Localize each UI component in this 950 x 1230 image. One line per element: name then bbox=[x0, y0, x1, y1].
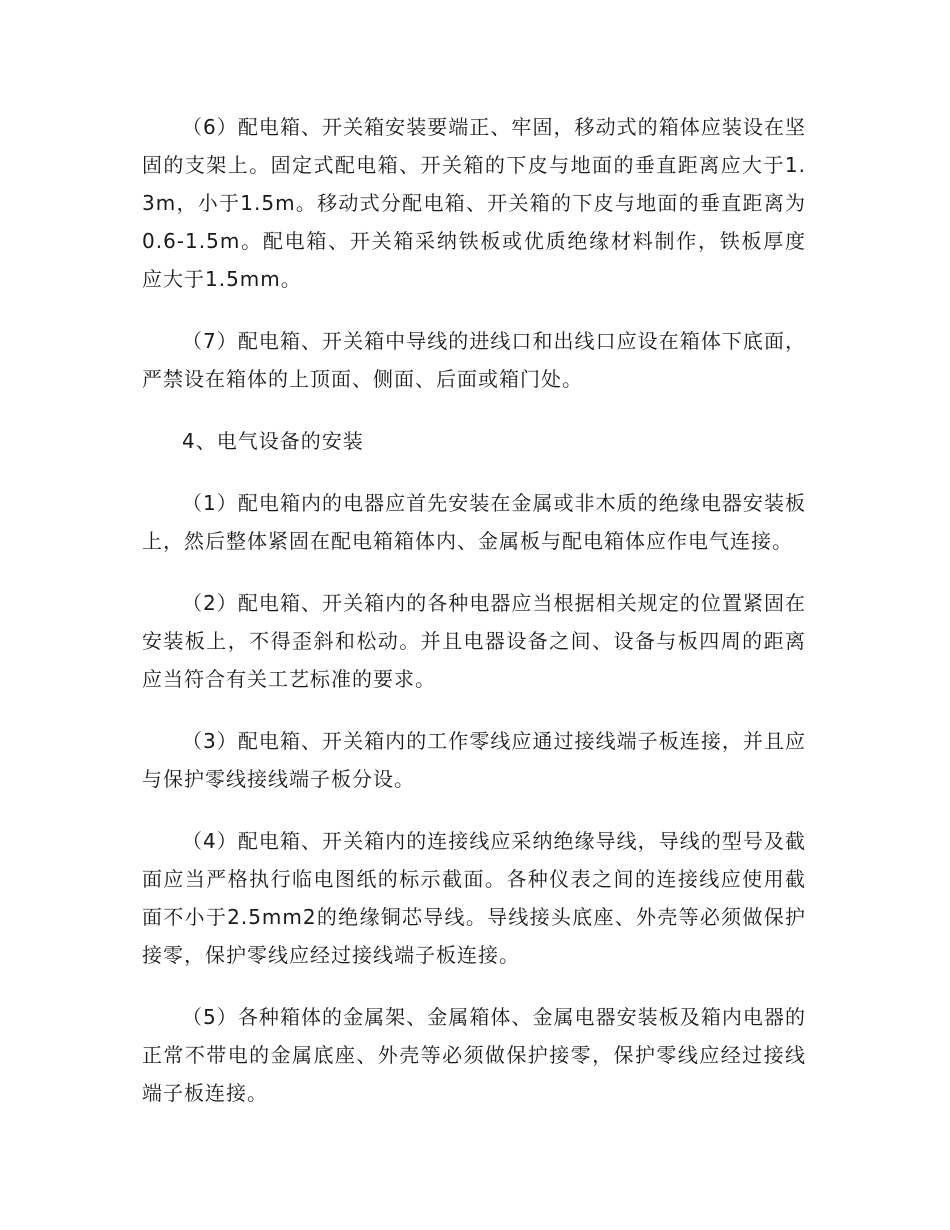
paragraph-4-connection-wires: （4）配电箱、开关箱内的连接线应采纳绝缘导线，导线的型号及截面应当严格执行临电图纸的标示截面。各种仪表之间的连接线应使用截面不小于2.5mm2的绝缘铜芯导线。导线接头底座、外壳等必须做保护接零，保护零线应经过接线端子板连接。 bbox=[142, 829, 806, 967]
paragraph-5-protective-grounding: （5）各种箱体的金属架、金属箱体、金属电器安装板及箱内电器的正常不带电的金属底座、外壳等必须做保护接零，保护零线应经过接线端子板连接。 bbox=[142, 1005, 806, 1105]
paragraph-3-neutral-terminal: （3）配电箱、开关箱内的工作零线应通过接线端子板连接，并且应与保护零线接线端子板分设。 bbox=[142, 729, 806, 791]
document-body bbox=[142, 108, 806, 1136]
paragraph-6-box-installation: （6）配电箱、开关箱安装要端正、牢固，移动式的箱体应装设在坚固的支架上。固定式配电箱、开关箱的下皮与地面的垂直距离应大于1.3m，小于1.5m。移动式分配电箱、开关箱的下皮与地面的垂直距离为0.6-1.5m。配电箱、开关箱采纳铁板或优质绝缘材料制作，铁板厚度应大于1.5mm。 bbox=[142, 115, 806, 291]
section-heading-electrical-equipment: 4、电气设备的安装 bbox=[182, 429, 364, 453]
paragraph-7-wire-inlet-outlet: （7）配电箱、开关箱中导线的进线口和出线口应设在箱体下底面，严禁设在箱体的上顶面、侧面、后面或箱门处。 bbox=[142, 329, 806, 391]
paragraph-2-device-fastening: （2）配电箱、开关箱内的各种电器应当根据相关规定的位置紧固在安装板上，不得歪斜和松动。并且电器设备之间、设备与板四周的距离应当符合有关工艺标准的要求。 bbox=[142, 591, 806, 691]
paragraph-1-mounting-plate: （1）配电箱内的电器应首先安装在金属或非木质的绝缘电器安装板上，然后整体紧固在配电箱箱体内、金属板与配电箱体应作电气连接。 bbox=[142, 491, 806, 553]
